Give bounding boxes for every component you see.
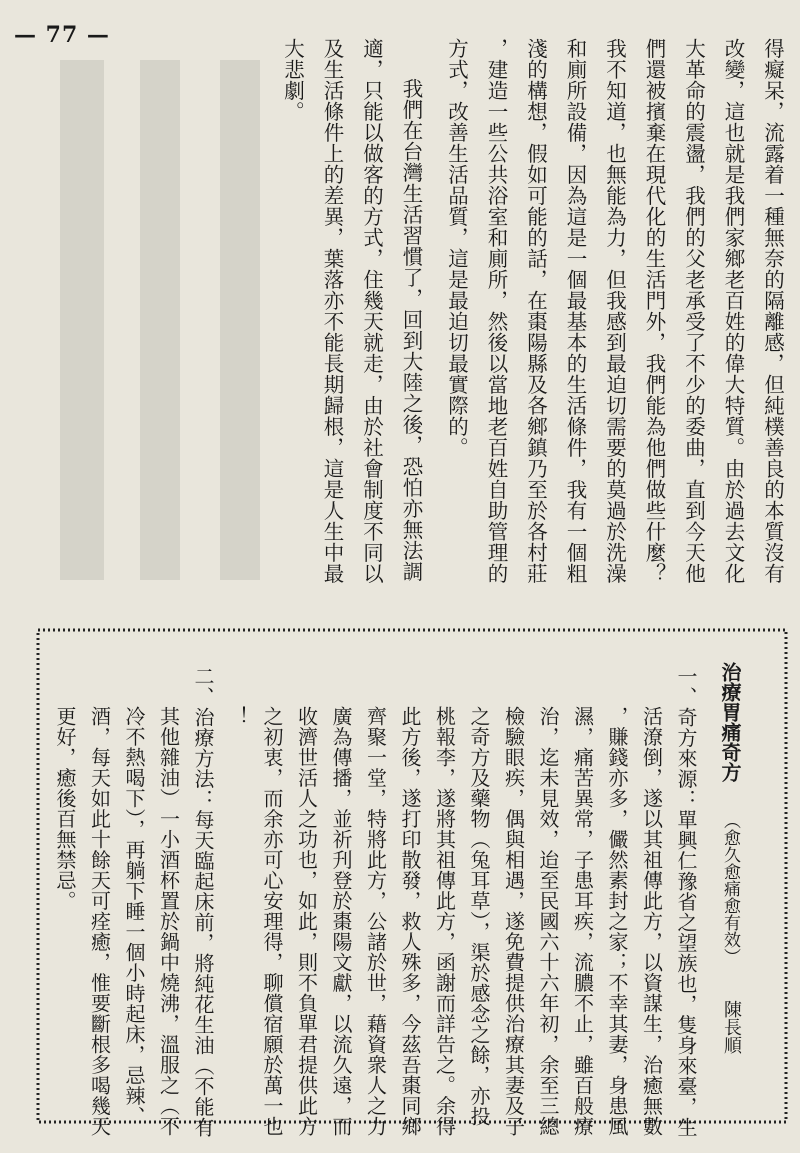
remedy-text-column: 檢驗眼疾，偶與相遇，遂免費提供治療其妻及子 [501,706,526,1137]
main-text-column: 大革命的震盪，我們的父老承受了不少的委曲，直到今天他 [681,38,706,584]
bleed-through-shadow [40,40,290,600]
remedy-text-column: 酒，每天如此十餘天可痊癒，惟要斷根多喝幾天 [87,706,112,1137]
remedy-text-column: 冷不熱喝下），再躺下睡一個小時起床，忌辣、 [122,706,146,1127]
main-text-column: 及生活條件上的差異，葉落亦不能長期歸根，這是人生中最 [320,38,344,584]
remedy-text-column: 更好，癒後百無禁忌。 [53,706,77,911]
main-text-column: 方式，改善生活品質，這是最迫切最實際的。 [444,38,469,458]
remedy-text-column: 其他雜油）一小酒杯置於鍋中燒沸，溫服之（不 [156,706,181,1137]
page-number: — 77 — [14,22,110,48]
remedy-author: 陳長順 [721,1000,742,1054]
remedy-subtitle: （愈久愈痛愈有效） [720,812,740,965]
main-text-column: 們還被擯棄在現代化的生活門外，我們能為他們做些什麼？ [642,38,666,584]
main-text-column: 我們在台灣生活習慣了，回到大陸之後，恐怕亦無法調 [399,78,423,582]
remedy-text-column: 濕，痛苦異常，子患耳疾，流膿不止，雖百般療 [570,706,595,1137]
remedy-text-column: 桃報李，遂將其祖傳此方，函謝而詳告之。余得 [432,706,457,1137]
remedy-text-column: 收濟世活人之功也，如此，則不負單君提供此方 [294,706,319,1137]
main-text-column: 得癡呆，流露着一種無奈的隔離感，但純樸善良的本質沒有 [760,38,785,584]
remedy-text-column: 此方後，遂打印散發，救人殊多，今茲吾棗同鄉 [398,706,422,1137]
main-text-column: 改變，這也就是我們家鄉老百姓的偉大特質。由於過去文化 [721,38,745,584]
remedy-text-column: 治，迄未見效，迨至民國六十六年初，余至三總 [536,706,560,1137]
main-text-column: 適，只能以做客的方式，住幾天就走，由於社會制度不同以 [359,38,384,584]
main-text-column: 和廁所設備，因為這是一個最基本的生活條件，我有一個粗 [563,38,587,584]
remedy-title: 治療胃痛奇方 [718,662,742,782]
main-text-column: ，建造一些公共浴室和廁所，然後以當地老百姓自助管理的 [484,38,508,584]
remedy-text-column: ！ [225,706,250,727]
main-text-column: 淺的構想，假如可能的話，在棗陽縣及各鄉鎮乃至於各村莊 [523,38,548,584]
remedy-text-column: 一、奇方來源：單興仁豫省之望族也，隻身來臺，生 [674,666,698,1138]
main-text-column: 我不知道，也無能為力，但我感到最迫切需要的莫過於洗澡 [602,38,627,584]
remedy-text-column: 二、治療方法：每天臨起床前，將純花生油（不能有 [191,666,215,1138]
remedy-text-column: 活潦倒，遂以其祖傳此方，以資謀生，治癒無數 [639,706,664,1137]
remedy-text-column: 之初衷，而余亦可心安理得，聊償宿願於萬一也 [260,706,284,1137]
remedy-text-column: 齊聚一堂，特將此方，公諸於世，藉資衆人之力 [363,706,388,1137]
remedy-text-column: 廣為傳播，並祈刋登於棗陽文獻，以流久遠，而 [329,706,353,1137]
remedy-text-column: 之奇方及藥物（兔耳草），渠於感念之餘，亦投 [467,706,491,1127]
remedy-text-column: ，賺錢亦多，儼然素封之家；不幸其妻，身患風 [605,706,629,1137]
main-text-column: 大悲劇。 [280,38,305,122]
